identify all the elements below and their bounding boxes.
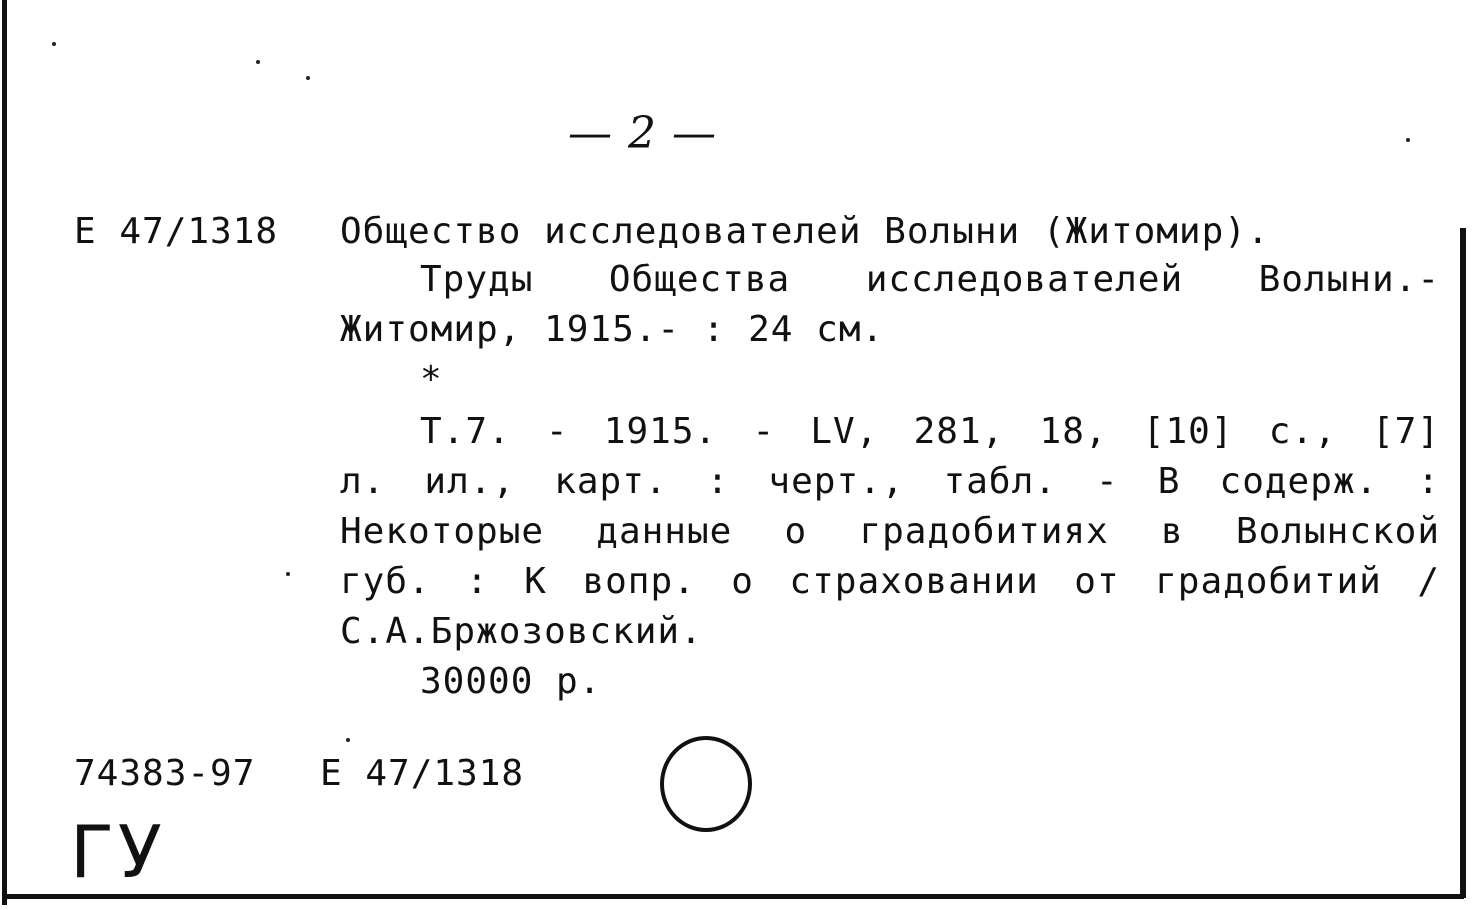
- title-line-1: Труды Общества исследователей Волыни.-: [420, 259, 1440, 300]
- scan-speck: [346, 738, 350, 742]
- scan-speck: [1406, 138, 1410, 142]
- asterisk-separator: *: [420, 359, 443, 400]
- volume-line-1: Т.7. - 1915. - LV, 281, 18, [10] с., [7]: [420, 411, 1440, 452]
- title-line-2: Житомир, 1915.- : 24 см.: [340, 309, 885, 350]
- scan-speck: [52, 42, 56, 46]
- volume-line-4: губ. : К вопр. о страховании от градобитий /: [340, 561, 1440, 602]
- card-left-border: [2, 0, 7, 905]
- stamp-mark: ГУ: [70, 810, 166, 894]
- volume-line-2: л. ил., карт. : черт., табл. - В содерж. :: [340, 461, 1440, 502]
- circle-mark: [660, 736, 752, 832]
- scan-speck: [286, 572, 290, 576]
- card-bottom-border: [2, 894, 1464, 899]
- volume-line-3: Некоторые данные о градобитиях в Волынской: [340, 511, 1440, 552]
- scan-speck: [306, 76, 310, 80]
- price: 30000 р.: [420, 661, 602, 702]
- shelf-mark: E 47/1318: [74, 211, 279, 252]
- accession-number: 74383-97: [74, 753, 256, 794]
- scan-speck: [256, 60, 260, 64]
- shelf-mark-bottom: E 47/1318: [320, 753, 525, 794]
- card-right-border: [1460, 228, 1466, 898]
- volume-line-5: С.А.Бржозовский.: [340, 611, 703, 652]
- page-number: — 2 —: [568, 108, 717, 159]
- entry-heading: Общество исследователей Волыни (Житомир).: [340, 211, 1270, 252]
